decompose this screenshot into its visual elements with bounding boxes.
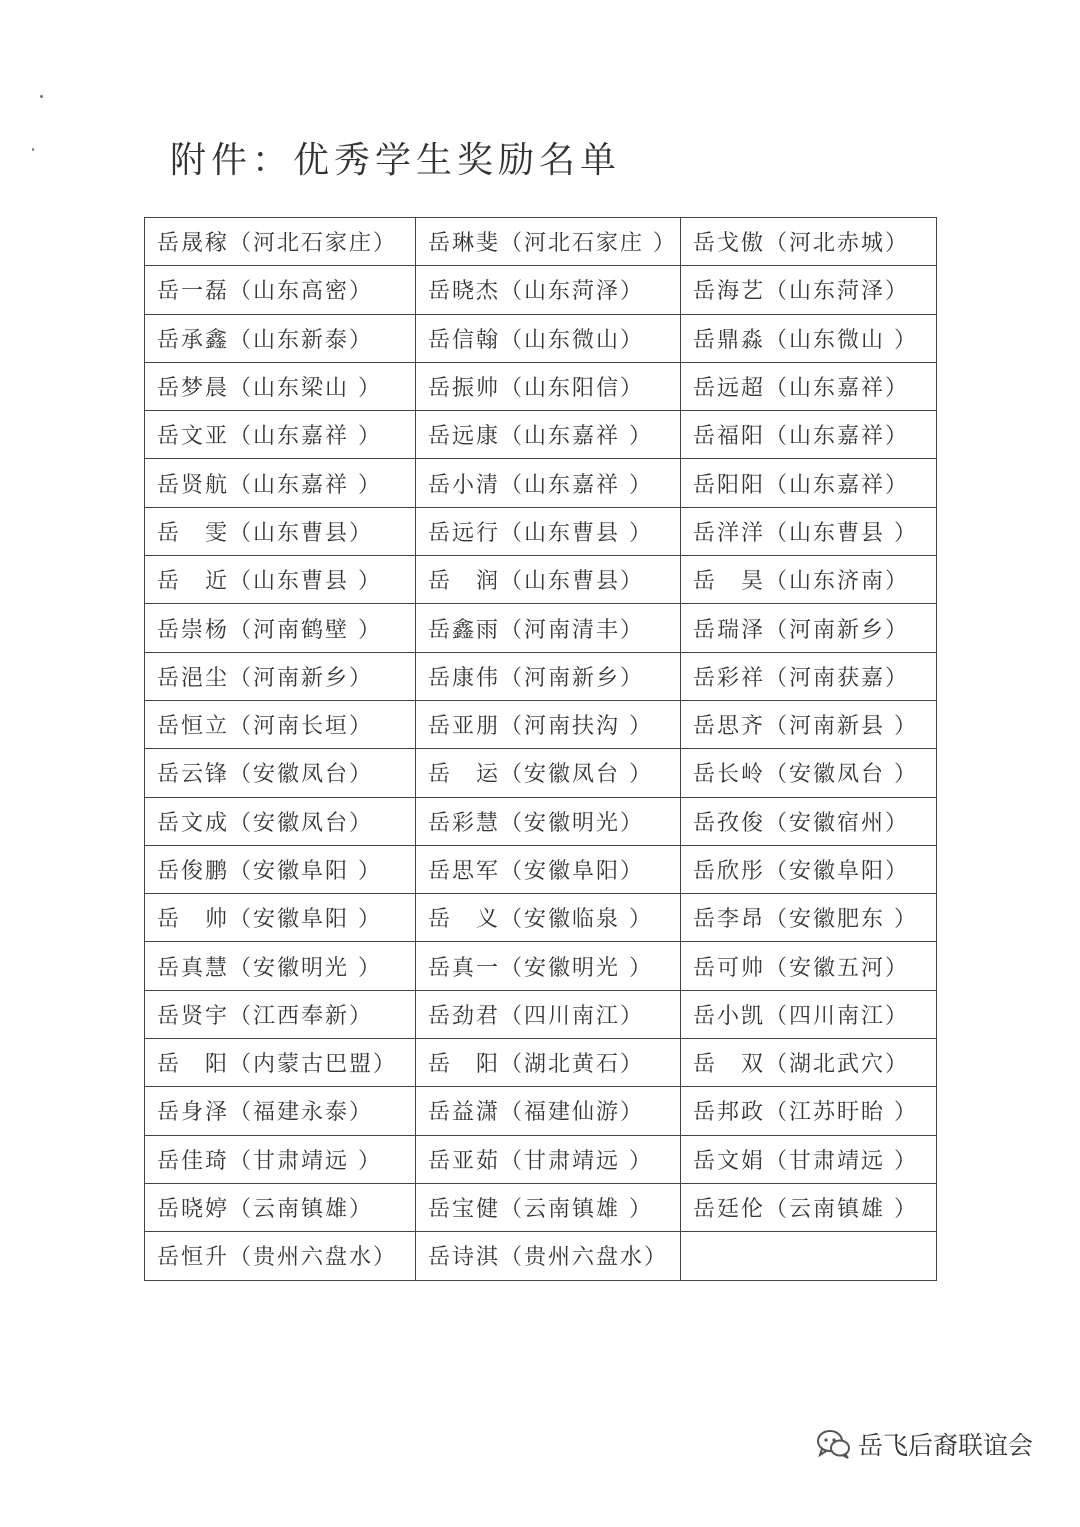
student-entry: 岳阳阳（山东嘉祥） — [681, 459, 937, 507]
table-row — [145, 1087, 937, 1135]
student-entry: 岳 雯（山东曹县） — [145, 507, 416, 555]
student-entry: 岳邦政（江苏盱眙 ） — [681, 1087, 937, 1135]
table-row — [145, 218, 937, 266]
table-row — [145, 604, 937, 652]
student-entry: 岳 阳（湖北黄石） — [416, 1039, 681, 1087]
student-entry: 岳 昊（山东济南） — [681, 556, 937, 604]
student-entry: 岳身泽（福建永泰） — [145, 1087, 416, 1135]
student-entry: 岳劲君（四川南江） — [416, 990, 681, 1038]
student-entry: 岳晓杰（山东菏泽） — [416, 266, 681, 314]
student-entry: 岳振帅（山东阳信） — [416, 362, 681, 410]
student-entry: 岳梦晨（山东梁山 ） — [145, 362, 416, 410]
student-entry: 岳晓婷（云南镇雄） — [145, 1183, 416, 1231]
student-entry: 岳 润（山东曹县） — [416, 556, 681, 604]
student-entry: 岳洋洋（山东曹县 ） — [681, 507, 937, 555]
student-entry: 岳远超（山东嘉祥） — [681, 362, 937, 410]
student-entry: 岳崇杨（河南鹤壁 ） — [145, 604, 416, 652]
scan-speck — [32, 148, 34, 151]
page-title: 附件：优秀学生奖励名单 — [170, 140, 622, 181]
student-entry: 岳远行（山东曹县 ） — [416, 507, 681, 555]
student-entry: 岳贤宇（江西奉新） — [145, 990, 416, 1038]
student-entry: 岳欣彤（安徽阜阳） — [681, 845, 937, 893]
table-row — [145, 700, 937, 748]
table-row — [145, 1039, 937, 1087]
table-row — [145, 942, 937, 990]
student-entry: 岳康伟（河南新乡） — [416, 652, 681, 700]
student-entry: 岳思军（安徽阜阳） — [416, 845, 681, 893]
student-entry: 岳宝健（云南镇雄 ） — [416, 1183, 681, 1231]
student-entry: 岳鼎淼（山东微山 ） — [681, 314, 937, 362]
student-roster-table — [144, 217, 937, 1281]
student-entry: 岳浥尘（河南新乡） — [145, 652, 416, 700]
table-row — [145, 1232, 937, 1280]
table-row — [145, 749, 937, 797]
student-entry: 岳承鑫（山东新泰） — [145, 314, 416, 362]
table-row — [145, 990, 937, 1038]
student-entry: 岳戈傲（河北赤城） — [681, 218, 937, 266]
wechat-icon — [816, 1429, 852, 1459]
student-entry: 岳亚朋（河南扶沟 ） — [416, 700, 681, 748]
student-entry: 岳俊鹏（安徽阜阳 ） — [145, 845, 416, 893]
watermark — [816, 1426, 1033, 1462]
scan-speck — [40, 95, 43, 98]
student-entry: 岳恒立（河南长垣） — [145, 700, 416, 748]
student-entry: 岳福阳（山东嘉祥） — [681, 411, 937, 459]
student-entry: 岳彩慧（安徽明光） — [416, 797, 681, 845]
student-entry: 岳贤航（山东嘉祥 ） — [145, 459, 416, 507]
student-entry: 岳恒升（贵州六盘水） — [145, 1232, 416, 1280]
table-row — [145, 507, 937, 555]
student-entry: 岳鑫雨（河南清丰） — [416, 604, 681, 652]
student-entry: 岳真一（安徽明光 ） — [416, 942, 681, 990]
table-row — [145, 797, 937, 845]
student-entry: 岳远康（山东嘉祥 ） — [416, 411, 681, 459]
student-entry: 岳海艺（山东菏泽） — [681, 266, 937, 314]
student-entry: 岳长岭（安徽凤台 ） — [681, 749, 937, 797]
student-entry: 岳文娟（甘肃靖远 ） — [681, 1135, 937, 1183]
student-entry: 岳信翰（山东微山） — [416, 314, 681, 362]
student-entry: 岳 阳（内蒙古巴盟） — [145, 1039, 416, 1087]
student-entry: 岳彩祥（河南获嘉） — [681, 652, 937, 700]
roster-body — [145, 218, 937, 1281]
student-entry: 岳云锋（安徽凤台） — [145, 749, 416, 797]
table-row — [145, 266, 937, 314]
student-entry: 岳瑞泽（河南新乡） — [681, 604, 937, 652]
student-entry: 岳晟稼（河北石家庄） — [145, 218, 416, 266]
student-entry: 岳小凯（四川南江） — [681, 990, 937, 1038]
student-entry: 岳 义（安徽临泉 ） — [416, 894, 681, 942]
student-entry: 岳文亚（山东嘉祥 ） — [145, 411, 416, 459]
table-row — [145, 845, 937, 893]
table-row — [145, 411, 937, 459]
table-row — [145, 652, 937, 700]
table-row — [145, 894, 937, 942]
student-entry: 岳可帅（安徽五河） — [681, 942, 937, 990]
table-row — [145, 556, 937, 604]
student-entry: 岳佳琦（甘肃靖远 ） — [145, 1135, 416, 1183]
student-entry: 岳益潇（福建仙游） — [416, 1087, 681, 1135]
student-entry: 岳孜俊（安徽宿州） — [681, 797, 937, 845]
student-entry: 岳诗淇（贵州六盘水） — [416, 1232, 681, 1280]
student-entry: 岳 近（山东曹县 ） — [145, 556, 416, 604]
student-entry: 岳 帅（安徽阜阳 ） — [145, 894, 416, 942]
student-entry: 岳 运（安徽凤台 ） — [416, 749, 681, 797]
table-row — [145, 1135, 937, 1183]
student-entry: 岳 双（湖北武穴） — [681, 1039, 937, 1087]
table-row — [145, 362, 937, 410]
student-entry: 岳李昂（安徽肥东 ） — [681, 894, 937, 942]
watermark-text: 岳飞后裔联谊会 — [858, 1431, 1034, 1460]
table-row — [145, 314, 937, 362]
student-entry: 岳廷伦（云南镇雄 ） — [681, 1183, 937, 1231]
table-row — [145, 459, 937, 507]
student-entry: 岳文成（安徽凤台） — [145, 797, 416, 845]
student-entry: 岳琳斐（河北石家庄 ） — [416, 218, 681, 266]
student-entry: 岳亚茹（甘肃靖远 ） — [416, 1135, 681, 1183]
student-entry: 岳小清（山东嘉祥 ） — [416, 459, 681, 507]
table-row — [145, 1183, 937, 1231]
student-entry — [681, 1232, 937, 1280]
student-entry: 岳一磊（山东高密） — [145, 266, 416, 314]
student-entry: 岳真慧（安徽明光 ） — [145, 942, 416, 990]
student-entry: 岳思齐（河南新县 ） — [681, 700, 937, 748]
